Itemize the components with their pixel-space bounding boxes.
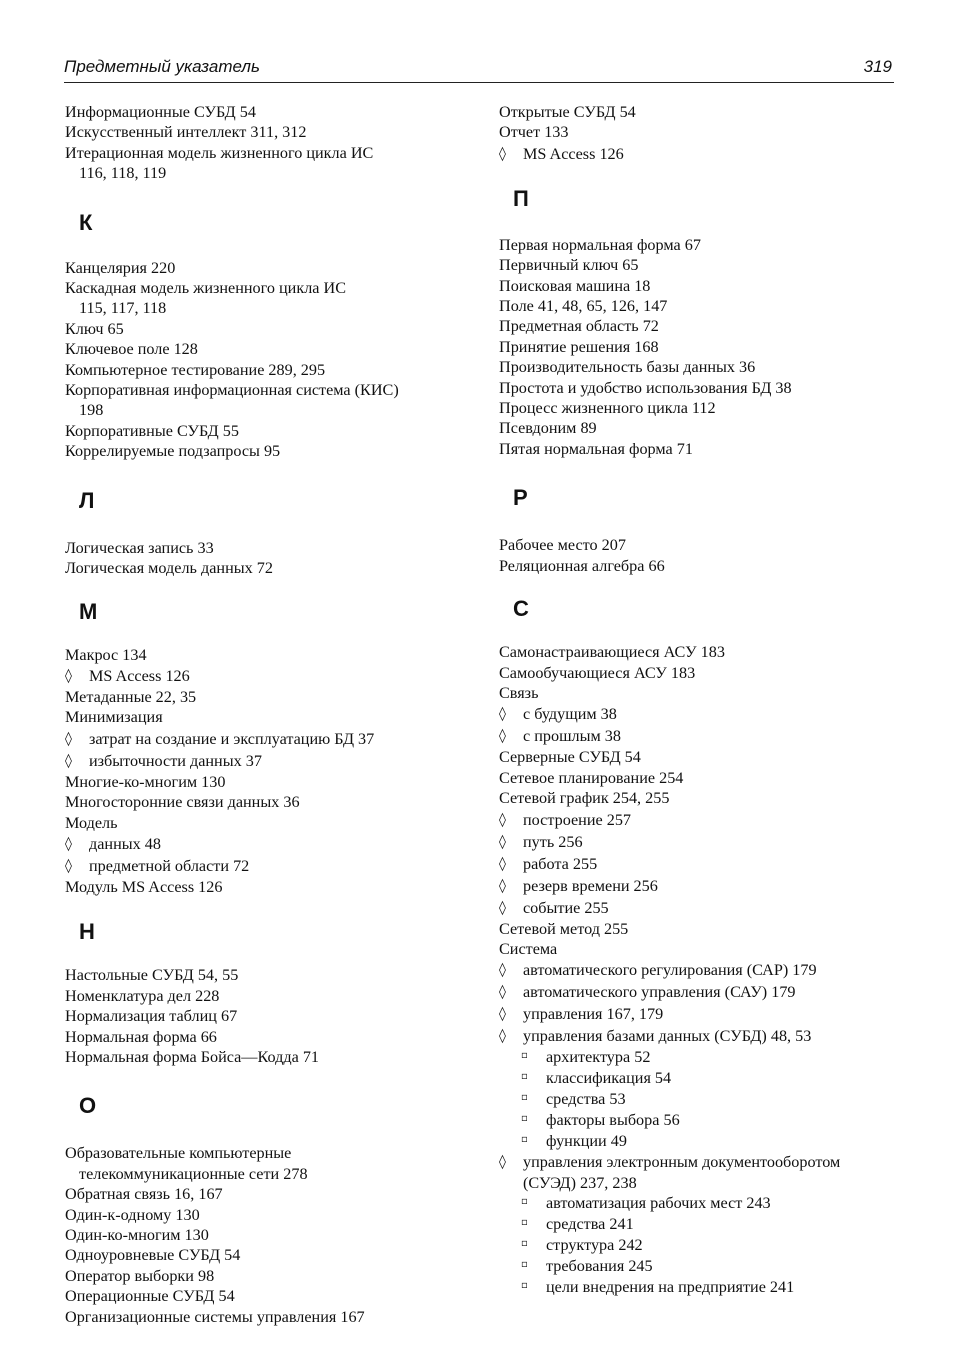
section-letter: М bbox=[79, 598, 98, 624]
diamond-bullet-icon: ◊ bbox=[499, 962, 506, 979]
subentry-text: с прошлым 38 bbox=[523, 727, 621, 746]
index-entry: Ключ 65 bbox=[65, 319, 124, 338]
index-entry: Нормальная форма 66 bbox=[65, 1027, 217, 1046]
index-entry-continuation: 116, 118, 119 bbox=[79, 164, 167, 183]
index-entry-continuation: телекоммуникационные сети 278 bbox=[79, 1164, 308, 1183]
right-column bbox=[499, 102, 899, 1297]
index-entry: Корпоративные СУБД 55 bbox=[65, 421, 239, 440]
subentry-text: резерв времени 256 bbox=[523, 876, 658, 895]
index-subentry bbox=[499, 875, 899, 897]
index-entry: Предметная область 72 bbox=[499, 317, 659, 336]
index-entry-continuation: 198 bbox=[79, 401, 104, 420]
subsubentry-text: структура 242 bbox=[546, 1235, 643, 1254]
index-entry: Итерационная модель жизненного цикла ИС bbox=[65, 143, 374, 162]
subentry-text: MS Access 126 bbox=[89, 666, 190, 685]
index-entry: Оператор выборки 98 bbox=[65, 1266, 215, 1285]
index-subsubentry bbox=[499, 1193, 899, 1214]
index-subsubentry bbox=[499, 1256, 899, 1277]
index-subentry bbox=[65, 750, 480, 772]
index-entry: Связь bbox=[499, 683, 539, 702]
index-entry: Производительность базы данных 36 bbox=[499, 358, 756, 377]
section-letter: Л bbox=[79, 487, 95, 513]
index-entry: Образовательные компьютерные bbox=[65, 1144, 292, 1163]
index-entry: Канцелярия 220 bbox=[65, 258, 176, 277]
index-subsubentry bbox=[499, 1131, 899, 1152]
index-entry: Информационные СУБД 54 bbox=[65, 103, 256, 121]
subentry-text: MS Access 126 bbox=[523, 144, 624, 163]
index-subentry bbox=[499, 831, 899, 853]
index-entry: Нормализация таблиц 67 bbox=[65, 1007, 238, 1026]
index-subentry bbox=[499, 1025, 899, 1047]
index-subentry-continuation: (СУЭД) 237, 238 bbox=[523, 1174, 637, 1193]
index-subentry bbox=[65, 855, 480, 877]
square-bullet-icon: ▫ bbox=[521, 1279, 528, 1291]
square-bullet-icon: ▫ bbox=[521, 1133, 528, 1145]
subsubentry-text: автоматизация рабочих мест 243 bbox=[546, 1194, 771, 1213]
diamond-bullet-icon: ◊ bbox=[65, 835, 72, 852]
subentry-text: управления электронным документооборотом bbox=[523, 1153, 841, 1172]
index-subsubentry bbox=[499, 1214, 899, 1235]
subentry-text: данных 48 bbox=[89, 834, 161, 853]
index-entry: Псевдоним 89 bbox=[499, 419, 597, 438]
index-subsubentry bbox=[499, 1235, 899, 1256]
index-subentry bbox=[65, 728, 480, 750]
index-subentry bbox=[499, 143, 899, 165]
index-entry: Отчет 133 bbox=[499, 123, 569, 142]
subsubentry-text: требования 245 bbox=[546, 1256, 653, 1275]
subsubentry-text: цели внедрения на предприятие 241 bbox=[546, 1277, 795, 1296]
subentry-text: автоматического регулирования (САР) 179 bbox=[523, 961, 817, 980]
subentry-text: работа 255 bbox=[523, 854, 598, 873]
square-bullet-icon: ▫ bbox=[521, 1091, 528, 1103]
index-subsubentry bbox=[499, 1089, 899, 1110]
square-bullet-icon: ▫ bbox=[521, 1237, 528, 1249]
index-entry: Сетевое планирование 254 bbox=[499, 768, 684, 787]
index-entry: Модуль MS Access 126 bbox=[65, 877, 223, 896]
section-letter: С bbox=[513, 596, 529, 622]
subsubentry-text: средства 53 bbox=[546, 1089, 626, 1108]
left-column bbox=[65, 102, 480, 1327]
section-letter: П bbox=[513, 185, 529, 211]
index-entry: Макрос 134 bbox=[65, 645, 147, 664]
diamond-bullet-icon: ◊ bbox=[65, 667, 72, 684]
index-subsubentry bbox=[499, 1047, 899, 1068]
diamond-bullet-icon: ◊ bbox=[499, 1154, 506, 1171]
index-entry: Сетевой график 254, 255 bbox=[499, 789, 670, 808]
index-entry: Сетевой метод 255 bbox=[499, 919, 629, 938]
index-entry: Одноуровневые СУБД 54 bbox=[65, 1246, 241, 1265]
index-entry: Рабочее место 207 bbox=[499, 536, 626, 555]
diamond-bullet-icon: ◊ bbox=[499, 706, 506, 723]
subentry-text: событие 255 bbox=[523, 898, 609, 917]
diamond-bullet-icon: ◊ bbox=[499, 1006, 506, 1023]
square-bullet-icon: ▫ bbox=[521, 1217, 528, 1229]
index-entry: Ключевое поле 128 bbox=[65, 340, 198, 359]
section-letter: К bbox=[79, 209, 93, 235]
index-entry: Компьютерное тестирование 289, 295 bbox=[65, 360, 326, 379]
index-entry: Каскадная модель жизненного цикла ИС bbox=[65, 279, 347, 298]
index-entry: Система bbox=[499, 939, 558, 958]
index-entry: Минимизация bbox=[65, 708, 163, 727]
index-subsubentry bbox=[499, 1068, 899, 1089]
index-entry: Самообучающиеся АСУ 183 bbox=[499, 663, 696, 682]
diamond-bullet-icon: ◊ bbox=[499, 728, 506, 745]
index-entry: Первичный ключ 65 bbox=[499, 256, 639, 275]
subsubentry-text: функции 49 bbox=[546, 1131, 627, 1150]
square-bullet-icon: ▫ bbox=[521, 1050, 528, 1062]
index-subentry bbox=[65, 665, 480, 687]
diamond-bullet-icon: ◊ bbox=[499, 877, 506, 894]
index-entry: Принятие решения 168 bbox=[499, 337, 659, 356]
diamond-bullet-icon: ◊ bbox=[499, 1028, 506, 1045]
index-subentry bbox=[499, 1151, 899, 1173]
section-letter: Р bbox=[513, 485, 528, 511]
subsubentry-text: средства 241 bbox=[546, 1215, 634, 1234]
diamond-bullet-icon: ◊ bbox=[499, 984, 506, 1001]
diamond-bullet-icon: ◊ bbox=[499, 833, 506, 850]
index-subentry bbox=[499, 725, 899, 747]
index-entry: Операционные СУБД 54 bbox=[65, 1287, 235, 1306]
index-subentry bbox=[499, 809, 899, 831]
diamond-bullet-icon: ◊ bbox=[65, 752, 72, 769]
header-title: Предметный указатель bbox=[64, 57, 260, 76]
index-entry: Нормальная форма Бойса—Кодда 71 bbox=[65, 1047, 320, 1066]
square-bullet-icon: ▫ bbox=[521, 1071, 528, 1083]
square-bullet-icon: ▫ bbox=[521, 1112, 528, 1124]
index-entry: Поисковая машина 18 bbox=[499, 276, 651, 295]
index-entry: Самонастраивающиеся АСУ 183 bbox=[499, 643, 725, 662]
index-entry: Обратная связь 16, 167 bbox=[65, 1185, 223, 1204]
index-subsubentry bbox=[499, 1277, 899, 1298]
index-entry-continuation: 115, 117, 118 bbox=[79, 299, 167, 318]
index-entry: Открытые СУБД 54 bbox=[499, 103, 636, 121]
index-entry: Логическая модель данных 72 bbox=[65, 559, 273, 578]
diamond-bullet-icon: ◊ bbox=[499, 899, 506, 916]
subentry-text: путь 256 bbox=[523, 832, 583, 851]
running-header bbox=[64, 56, 894, 83]
subentry-text: построение 257 bbox=[523, 810, 632, 829]
subsubentry-text: архитектура 52 bbox=[546, 1048, 651, 1067]
subentry-text: с будущим 38 bbox=[523, 705, 617, 724]
diamond-bullet-icon: ◊ bbox=[65, 730, 72, 747]
subentry-text: управления базами данных (СУБД) 48, 53 bbox=[523, 1027, 812, 1046]
index-entry: Пятая нормальная форма 71 bbox=[499, 439, 693, 458]
index-entry: Многосторонние связи данных 36 bbox=[65, 793, 300, 812]
page-number: 319 bbox=[863, 57, 892, 76]
index-subentry bbox=[499, 981, 899, 1003]
index-entry: Искусственный интеллект 311, 312 bbox=[65, 123, 307, 142]
index-entry: Коррелируемые подзапросы 95 bbox=[65, 442, 281, 461]
index-entry: Поле 41, 48, 65, 126, 147 bbox=[499, 297, 668, 316]
index-entry: Первая нормальная форма 67 bbox=[499, 235, 701, 254]
index-entry: Корпоративная информационная система (КИС) bbox=[65, 381, 399, 400]
index-entry: Многие-ко-многим 130 bbox=[65, 772, 226, 791]
subentry-text: управления 167, 179 bbox=[523, 1005, 664, 1024]
index-entry: Модель bbox=[65, 813, 118, 832]
diamond-bullet-icon: ◊ bbox=[499, 855, 506, 872]
index-entry: Логическая запись 33 bbox=[65, 538, 214, 557]
index-subentry bbox=[65, 833, 480, 855]
subsubentry-text: факторы выбора 56 bbox=[546, 1110, 680, 1129]
diamond-bullet-icon: ◊ bbox=[65, 857, 72, 874]
index-entry: Один-ко-многим 130 bbox=[65, 1226, 209, 1244]
index-entry: Процесс жизненного цикла 112 bbox=[499, 399, 716, 418]
section-letter: О bbox=[79, 1093, 97, 1119]
index-subentry bbox=[499, 1003, 899, 1025]
diamond-bullet-icon: ◊ bbox=[499, 145, 506, 162]
square-bullet-icon: ▫ bbox=[521, 1196, 528, 1208]
index-entry: Серверные СУБД 54 bbox=[499, 748, 641, 767]
subentry-text: затрат на создание и эксплуатацию БД 37 bbox=[89, 729, 375, 748]
square-bullet-icon: ▫ bbox=[521, 1258, 528, 1270]
index-entry: Организационные системы управления 167 bbox=[65, 1307, 365, 1326]
index-entry: Метаданные 22, 35 bbox=[65, 687, 197, 706]
index-subsubentry bbox=[499, 1110, 899, 1131]
index-entry: Один-к-одному 130 bbox=[65, 1205, 200, 1224]
index-subentry bbox=[499, 703, 899, 725]
subentry-text: предметной области 72 bbox=[89, 856, 250, 875]
subentry-text: автоматического управления (САУ) 179 bbox=[523, 983, 796, 1002]
index-entry: Номенклатура дел 228 bbox=[65, 986, 220, 1005]
index-entry: Настольные СУБД 54, 55 bbox=[65, 966, 239, 985]
subentry-text: избыточности данных 37 bbox=[89, 751, 262, 770]
subsubentry-text: классификация 54 bbox=[546, 1069, 672, 1088]
index-entry: Реляционная алгебра 66 bbox=[499, 556, 665, 575]
index-entry: Простота и удобство использования БД 38 bbox=[499, 378, 792, 397]
diamond-bullet-icon: ◊ bbox=[499, 811, 506, 828]
index-subentry bbox=[499, 897, 899, 919]
index-subentry bbox=[499, 959, 899, 981]
index-subentry bbox=[499, 853, 899, 875]
section-letter: Н bbox=[79, 919, 95, 945]
